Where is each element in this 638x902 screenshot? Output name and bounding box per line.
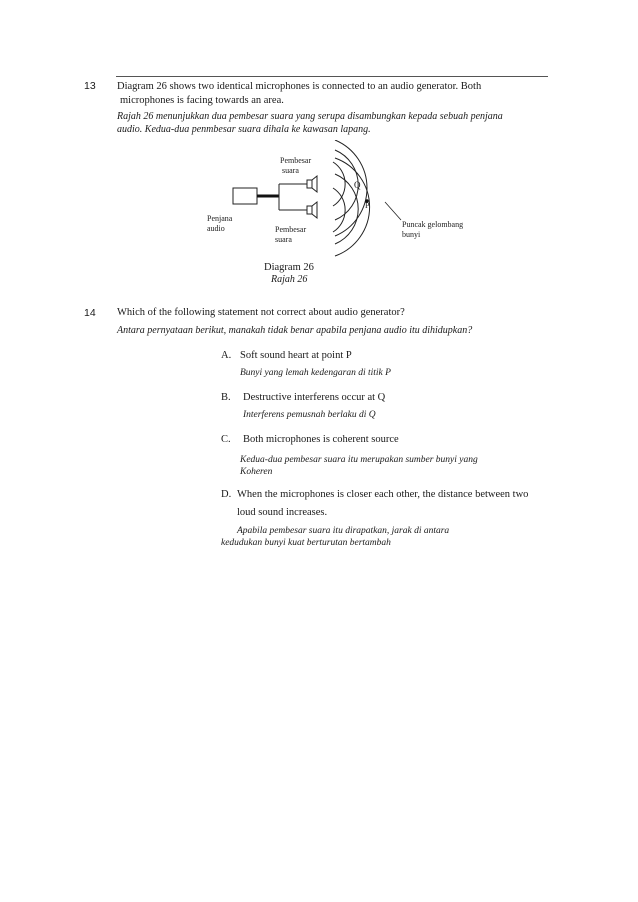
label-audio-generator-line-2: audio (207, 224, 225, 233)
bottom-speaker-body (307, 206, 312, 214)
label-top-speaker-line-1: Pembesar (280, 156, 312, 165)
question-14-number: 14 (84, 307, 96, 319)
option-a-letter: A. (221, 350, 232, 361)
option-c-text: Both microphones is coherent source (243, 434, 399, 445)
wave-crest-pointer (385, 202, 401, 220)
top-speaker-cone (312, 176, 317, 192)
option-b-letter: B. (221, 392, 231, 403)
label-bottom-speaker (275, 225, 306, 245)
q13-malay-line-2: audio. Kedua-dua penmbesar suara dihala ke kawasan lapang. (117, 124, 371, 135)
point-q-label: Q (354, 180, 361, 190)
option-d-text-line-1: When the microphones is closer each other, the distance between two (237, 489, 529, 500)
audio-generator-box (233, 188, 257, 204)
option-d-text-line-2: loud sound increases. (237, 507, 328, 518)
top-speaker-body (307, 180, 312, 188)
q13-english-line-1: Diagram 26 shows two identical microphones is connected to an audio generator. Both (117, 81, 482, 92)
label-wave-crest (402, 220, 463, 240)
q13-english (117, 80, 557, 108)
label-audio-generator (207, 214, 232, 234)
option-c-letter: C. (221, 434, 231, 445)
option-c-malay-line-1: Kedua-dua pembesar suara itu merupakan sumber bunyi yang (240, 455, 478, 465)
option-b-text: Destructive interferens occur at Q (243, 392, 386, 403)
option-c-malay (240, 454, 478, 478)
option-c-malay-line-2: Koheren (240, 467, 273, 477)
q13-english-line-2: microphones is facing towards an area. (120, 95, 284, 106)
option-d-letter: D. (221, 489, 232, 500)
diagram-caption: Diagram 26 (264, 262, 314, 273)
q13-malay (117, 110, 557, 136)
diagram-26 (195, 140, 485, 290)
q13-malay-line-1: Rajah 26 menunjukkan dua pembesar suara yang serupa disambungkan kepada sebuah penjana (117, 111, 503, 122)
label-wave-crest-line-1: Puncak gelombang (402, 220, 464, 229)
point-p-label: P (365, 201, 370, 210)
diagram-26-drawing (195, 140, 485, 290)
label-top-speaker-line-2: suara (282, 166, 299, 175)
label-bottom-speaker-line-1: Pembesar (275, 225, 307, 234)
diagram-caption-malay: Rajah 26 (271, 274, 308, 285)
option-d-malay-line-1: Apabila pembesar suara itu dirapatkan, jarak di antara (237, 526, 450, 536)
q14-english: Which of the following statement not correct about audio generator? (117, 307, 405, 318)
question-divider (116, 76, 548, 77)
question-13-number: 13 (84, 80, 96, 92)
label-top-speaker (280, 156, 311, 176)
bottom-speaker-cone (312, 202, 317, 218)
option-a-text: Soft sound heart at point P (240, 350, 352, 361)
label-bottom-speaker-line-2: suara (275, 235, 292, 244)
option-a-malay: Bunyi yang lemah kedengaran di titik P (240, 368, 391, 378)
q14-malay: Antara pernyataan berikut, manakah tidak benar apabila penjana audio itu dihidupkan? (117, 325, 473, 336)
option-b-malay: Interferens pemusnah berlaku di Q (243, 410, 376, 420)
label-wave-crest-line-2: bunyi (402, 230, 421, 239)
option-d-malay-line-2: kedudukan bunyi kuat berturutan bertambah (221, 538, 391, 548)
wavefront-top-3 (335, 140, 370, 236)
label-audio-generator-line-1: Penjana (207, 214, 233, 223)
